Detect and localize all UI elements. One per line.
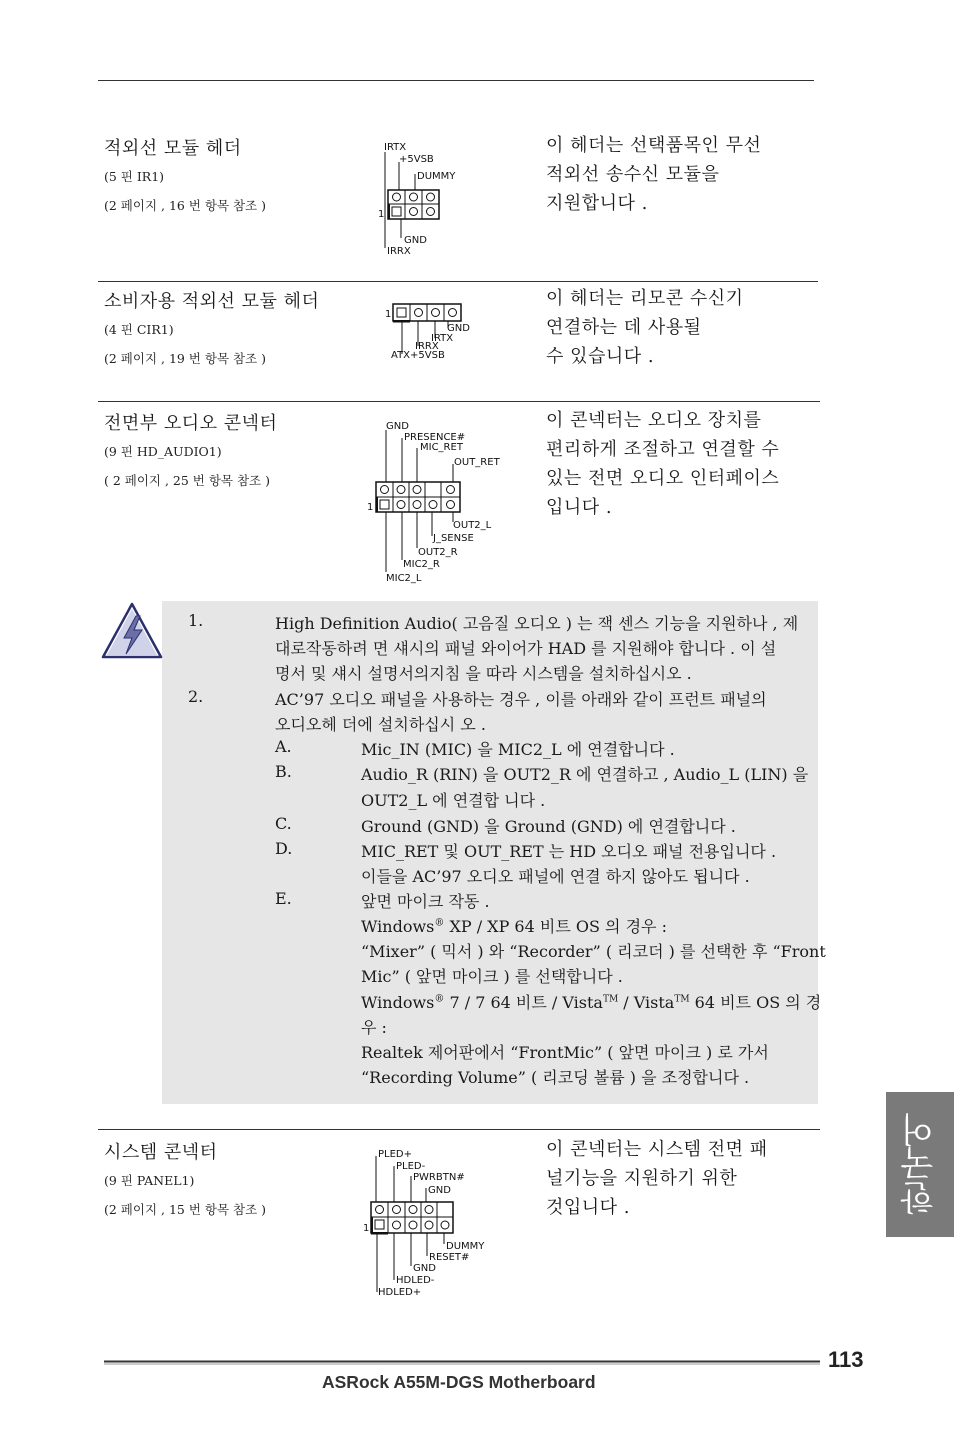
pin-label-gnd: GND bbox=[428, 1185, 451, 1196]
note-item-1-line: 대로작동하려 면 섀시의 패널 와이어가 HAD 를 지원해야 합니다 . 이 설 bbox=[275, 639, 777, 658]
audio-connector-title: 전면부 오디오 콘넥터 bbox=[104, 413, 278, 434]
ir-header-description: 이 헤더는 선택품목인 무선 적외선 송수신 모듈을 지원합니다 . bbox=[546, 135, 762, 214]
subitem-d-line: MIC_RET 및 OUT_RET 는 HD 오디오 패널 전용입니다 . bbox=[361, 842, 777, 861]
audio-connector-diagram bbox=[365, 416, 505, 588]
subitem-e-letter: E. bbox=[275, 889, 292, 908]
panel-pin1-marker-side bbox=[371, 1217, 374, 1233]
panel-connector-description: 이 콘넥터는 시스템 전면 패 널기능을 지원하기 위한 것입니다 . bbox=[546, 1139, 768, 1218]
windows-7-instruction: Realtek 제어판에서 “FrontMic” ( 앞면 마이크 ) 로 가서 bbox=[361, 1043, 769, 1062]
pin-label-j-sense: J_SENSE bbox=[433, 533, 474, 544]
pin-label-pled-plus: PLED+ bbox=[378, 1149, 412, 1160]
pin-one-label: 1 bbox=[367, 502, 374, 513]
note-item-1-line: 명서 및 섀시 설명서의지침 을 따라 시스템을 설치하십시오 . bbox=[275, 664, 692, 683]
warning-icon bbox=[100, 600, 164, 662]
pin-label-out2-r: OUT2_R bbox=[418, 547, 458, 558]
audio-connector-page-ref: ( 2 페이지 , 25 번 항목 참조 ) bbox=[104, 473, 270, 488]
pin-label-dummy: DUMMY bbox=[417, 171, 456, 182]
panel-connector-page-ref: (2 페이지 , 15 번 항목 참조 ) bbox=[104, 1202, 266, 1217]
note-item-2-number: 2. bbox=[188, 687, 204, 706]
ir-header-pin-count: (5 핀 IR1) bbox=[104, 169, 165, 184]
panel-connector-pin-count: (9 핀 PANEL1) bbox=[104, 1173, 195, 1188]
pin-label-presence: PRESENCE# bbox=[404, 432, 466, 443]
cir-header-page-ref: (2 페이지 , 19 번 항목 참조 ) bbox=[104, 351, 266, 366]
cir-header-pin-count: (4 핀 CIR1) bbox=[104, 322, 174, 337]
panel-connector-title: 시스템 콘넥터 bbox=[104, 1142, 218, 1163]
section-rule-1 bbox=[98, 281, 818, 282]
subitem-c-letter: C. bbox=[275, 814, 292, 833]
pin-label-irrx: IRRX bbox=[415, 341, 439, 352]
panel-connector-diagram bbox=[362, 1144, 502, 1300]
subitem-d-letter: D. bbox=[275, 839, 293, 858]
windows-7-instruction: “Recording Volume” ( 리코딩 볼륨 ) 을 조정합니다 . bbox=[361, 1068, 750, 1087]
pin-label-out-ret: OUT_RET bbox=[454, 457, 500, 468]
pin-one-label: 1 bbox=[385, 309, 392, 320]
pin-label-mic2-r: MIC2_R bbox=[403, 559, 440, 570]
pin-label-pwrbtn: PWRBTN# bbox=[413, 1172, 465, 1183]
ir-header-diagram bbox=[375, 138, 485, 260]
footer-rule bbox=[104, 1358, 824, 1366]
language-tab bbox=[886, 1092, 954, 1237]
pin-label-mic-ret: MIC_RET bbox=[420, 442, 463, 453]
top-rule bbox=[98, 80, 814, 81]
pin-label-mic2-l: MIC2_L bbox=[386, 573, 422, 584]
cir-pin1-marker bbox=[393, 320, 410, 323]
ir-pin1-marker bbox=[388, 204, 391, 219]
subitem-b-line: OUT2_L 에 연결합 니다 . bbox=[361, 791, 546, 810]
subitem-a-letter: A. bbox=[275, 737, 292, 756]
panel-pin1-marker bbox=[371, 1232, 388, 1235]
subitem-d-line: 이들을 AC’97 오디오 패널에 연결 하지 않아도 됩니다 . bbox=[361, 867, 750, 886]
note-item-1-number: 1. bbox=[188, 611, 204, 630]
pin-label-pled-minus: PLED- bbox=[396, 1161, 426, 1172]
subitem-b-line: Audio_R (RIN) 을 OUT2_R 에 연결하고 , Audio_L (LIN) 을 bbox=[361, 765, 809, 784]
windows-xp-instruction: “Mixer” ( 믹서 ) 와 “Recorder” ( 리코더 ) 를 선택한 후 “Front bbox=[361, 942, 826, 961]
pin-label-irtx: IRTX bbox=[431, 333, 454, 344]
ir-header-title: 적외선 모듈 헤더 bbox=[104, 138, 242, 159]
language-tab-label: 한국어 bbox=[900, 1113, 941, 1216]
pin-label-hdled-plus: HDLED+ bbox=[378, 1287, 422, 1298]
subitem-a-line: Mic_IN (MIC) 을 MIC2_L 에 연결합니다 . bbox=[361, 740, 675, 759]
pin-label-irtx: IRTX bbox=[384, 142, 407, 153]
pin-one-label: 1 bbox=[378, 209, 385, 220]
audio-pin1-marker bbox=[376, 497, 379, 512]
windows-xp-line: Windows® XP / XP 64 비트 OS 의 경우 : bbox=[361, 917, 667, 936]
cir-header-diagram bbox=[380, 296, 480, 362]
subitem-b-letter: B. bbox=[275, 762, 292, 781]
audio-connector-description: 이 콘넥터는 오디오 장치를 편리하게 조절하고 연결할 수 있는 전면 오디오 인터페이스 입니다 . bbox=[546, 410, 780, 518]
subitem-c-line: Ground (GND) 을 Ground (GND) 에 연결합니다 . bbox=[361, 817, 736, 836]
note-item-2-line: 오디오헤 더에 설치하십시 오 . bbox=[275, 715, 486, 734]
pin-label-atx5vsb: ATX+5VSB bbox=[391, 350, 445, 361]
pin-label-dummy: DUMMY bbox=[446, 1241, 485, 1252]
note-item-1-line: High Definition Audio( 고음질 오디오 ) 는 잭 센스 기능을 지원하나 , 제 bbox=[275, 614, 799, 633]
note-item-2-line: AC’97 오디오 패널을 사용하는 경우 , 이를 아래와 같이 프런트 패널의 bbox=[275, 690, 767, 709]
ir-header-page-ref: (2 페이지 , 16 번 항목 참조 ) bbox=[104, 198, 266, 213]
pin-label-out2-l: OUT2_L bbox=[453, 520, 492, 531]
windows-xp-instruction: Mic” ( 앞면 마이크 ) 를 선택합니다 . bbox=[361, 967, 623, 986]
cir-header-description: 이 헤더는 리모콘 수신기 연결하는 데 사용될 수 있습니다 . bbox=[546, 288, 744, 367]
pin-label-gnd: GND bbox=[447, 323, 470, 334]
pin-label-gnd: GND bbox=[386, 421, 409, 432]
subitem-e-line: 앞면 마이크 작동 . bbox=[361, 892, 490, 911]
audio-connector-pin-count: (9 핀 HD_AUDIO1) bbox=[104, 444, 222, 459]
pin-label-5vsb: +5VSB bbox=[399, 154, 434, 165]
pin-one-label: 1 bbox=[363, 1223, 370, 1234]
page-number: 113 bbox=[828, 1347, 864, 1372]
section-rule-3 bbox=[98, 1129, 820, 1130]
pin-label-reset: RESET# bbox=[429, 1252, 470, 1263]
section-rule-2 bbox=[98, 401, 820, 402]
cir-header-title: 소비자용 적외선 모듈 헤더 bbox=[104, 291, 320, 312]
pin-label-hdled-minus: HDLED- bbox=[396, 1275, 435, 1286]
pin-label-irrx: IRRX bbox=[387, 246, 411, 257]
footer-title: ASRock A55M-DGS Motherboard bbox=[322, 1372, 596, 1392]
pin-label-gnd-2: GND bbox=[413, 1263, 436, 1274]
windows-7-line-wrap: 우 : bbox=[361, 1018, 387, 1037]
pin-label-gnd: GND bbox=[404, 235, 427, 246]
windows-7-line: Windows® 7 / 7 64 비트 / Vista™ / Vista™ 64 비트 OS 의 경 bbox=[361, 993, 822, 1012]
